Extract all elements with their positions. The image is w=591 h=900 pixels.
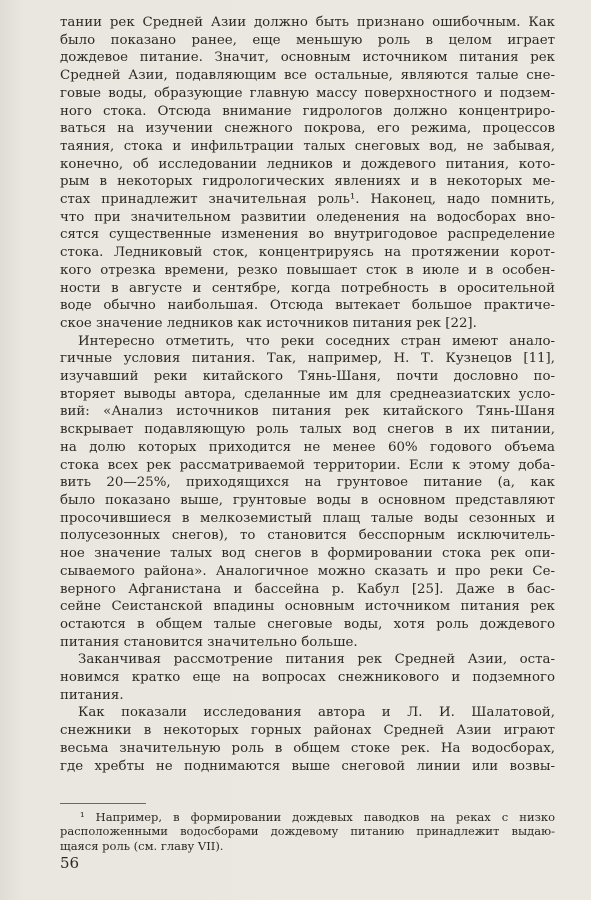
- footnote-line: ¹ Например, в формировании дождевых паводков на реках с низко: [80, 810, 555, 825]
- text-line: Заканчивая рассмотрение питания рек Средней Азии, оста-: [78, 652, 555, 668]
- text-line: стока. Ледниковый сток, концентрируясь на протяжении корот-: [60, 245, 555, 261]
- text-line: ваться на изучении снежного покрова, его режима, процессов: [60, 121, 555, 137]
- text-line: полусезонных снегов), то становится бесспорным исключитель-: [60, 528, 555, 544]
- text-line: говые воды, образующие главную массу поверхностного и подзем-: [60, 85, 555, 101]
- text-line: на долю которых приходится не менее 60% годового объема: [60, 439, 555, 455]
- paragraph-2: [60, 333, 555, 652]
- text-line: вторяет выводы автора, сделанные им для среднеазиатских усло-: [60, 386, 555, 402]
- text-line: ское значение ледников как источников питания рек [22].: [60, 315, 477, 331]
- text-line: снежники в некоторых горных районах Средней Азии играют: [60, 723, 555, 739]
- text-line: просочившиеся в мелкоземистый плащ талые воды сезонных и: [60, 510, 555, 526]
- text-line: вскрывает подавляющую роль талых вод снегов в их питании,: [60, 422, 555, 438]
- text-line: Средней Азии, подавляющим все остальные, являются талые сне-: [60, 68, 555, 84]
- footnote-line: щаяся роль (см. главу VII).: [60, 838, 224, 853]
- footnote-divider: [60, 803, 146, 804]
- text-line: Интересно отметить, что реки соседних стран имеют анало-: [78, 333, 555, 349]
- text-line: таяния, стока и инфильтрации талых снеговых вод, не забывая,: [60, 138, 555, 154]
- text-line: сятся существенные изменения во внутригодовое распределение: [60, 227, 555, 243]
- page-number: 56: [60, 854, 80, 872]
- text-line: было показано ранее, еще меньшую роль в целом играет: [60, 32, 555, 48]
- text-line: тании рек Средней Азии должно быть признано ошибочным. Как: [60, 15, 555, 30]
- text-line: питания.: [60, 687, 124, 703]
- text-line: что при значительном развитии оледенения на водосборах вно-: [60, 209, 555, 225]
- text-line: рым в некоторых гидрологических явлениях и в некоторых ме-: [60, 174, 555, 190]
- text-line: кого отрезка времени, резко повышает сток в июле и в особен-: [60, 262, 555, 278]
- text-line: стока всех рек рассматриваемой территории. Если к этому доба-: [60, 457, 555, 473]
- main-text: [60, 14, 555, 775]
- text-line: конечно, об исследовании ледников и дождевого питания, кото-: [60, 156, 555, 172]
- text-line: Как показали исследования автора и Л. И. Шалатовой,: [78, 705, 555, 721]
- footnote-line: расположенными водосборами дождевому питанию принадлежит выдаю-: [60, 824, 555, 839]
- text-line: где хребты не поднимаются выше снеговой линии или возвы-: [60, 758, 555, 774]
- text-line: питания становится значительно больше.: [60, 634, 358, 650]
- text-line: верного Афганистана и бассейна р. Кабул [25]. Даже в бас-: [60, 581, 555, 597]
- text-line: новимся кратко еще на вопросах снежникового и подземного: [60, 670, 555, 686]
- paragraph-1: [60, 14, 555, 333]
- text-line: сейне Сеистанской впадины основным источником питания рек: [60, 599, 555, 615]
- paragraph-4: [60, 704, 555, 775]
- text-line: воде обычно наибольшая. Отсюда вытекает большое практиче-: [60, 298, 555, 314]
- text-line: весьма значительную роль в общем стоке рек. На водосборах,: [60, 740, 555, 756]
- text-line: стах принадлежит значительная роль¹. Наконец, надо помнить,: [60, 192, 555, 208]
- text-line: вий: «Анализ источников питания рек китайского Тянь-Шаня: [60, 404, 555, 420]
- text-line: вить 20—25%, приходящихся на грунтовое питание (а, как: [60, 475, 555, 491]
- text-line: ного стока. Отсюда внимание гидрологов должно концентриро-: [60, 103, 555, 119]
- text-line: было показано выше, грунтовые воды в основном представляют: [60, 492, 555, 508]
- text-line: ности в августе и сентябре, когда потребность в оросительной: [60, 280, 555, 296]
- text-line: изучавший реки китайского Тянь-Шаня, почти дословно по-: [60, 369, 555, 385]
- text-line: ное значение талых вод снегов в формировании стока рек опи-: [60, 546, 555, 562]
- text-line: гичные условия питания. Так, например, Н. Т. Кузнецов [11],: [60, 351, 555, 367]
- text-line: остаются в общем талые снеговые воды, хотя роль дождевого: [60, 616, 555, 632]
- text-line: сываемого района». Аналогичное можно сказать и про реки Се-: [60, 563, 555, 579]
- text-line: дождевое питание. Значит, основным источником питания рек: [60, 50, 555, 66]
- paragraph-3: [60, 651, 555, 704]
- footnote: [60, 810, 555, 853]
